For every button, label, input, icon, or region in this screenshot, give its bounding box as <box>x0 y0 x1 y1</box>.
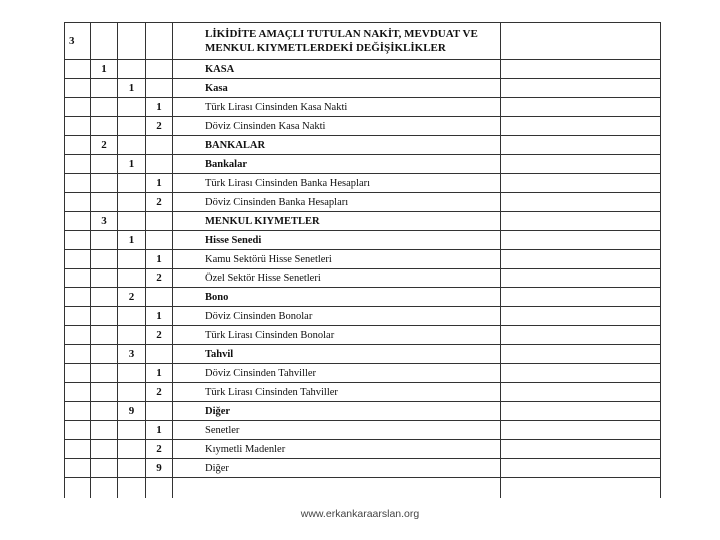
group-code <box>91 79 118 98</box>
subaccount-code: 1 <box>146 98 173 117</box>
footer-url: www.erkankaraarslan.org <box>300 508 420 520</box>
table-row <box>65 345 661 364</box>
subaccount-code <box>146 345 173 364</box>
account-code: 1 <box>118 79 146 98</box>
account-code <box>118 193 146 212</box>
empty-cell <box>501 459 661 478</box>
empty-cell <box>65 231 91 250</box>
empty-cell <box>501 421 661 440</box>
empty-cell <box>65 364 91 383</box>
empty-cell <box>501 383 661 402</box>
account-label: Döviz Cinsinden Banka Hesapları <box>173 193 501 212</box>
table-row <box>65 212 661 231</box>
subaccount-code: 2 <box>146 440 173 459</box>
account-code <box>118 421 146 440</box>
account-label: MENKUL KIYMETLER <box>173 212 501 231</box>
empty-cell <box>65 136 91 155</box>
table-row <box>65 231 661 250</box>
table-row <box>65 383 661 402</box>
table-continuation <box>65 478 661 499</box>
subaccount-code: 1 <box>146 250 173 269</box>
empty-cell <box>501 440 661 459</box>
account-label: Bono <box>173 288 501 307</box>
group-code: 1 <box>91 60 118 79</box>
table-row <box>65 326 661 345</box>
subaccount-code: 1 <box>146 307 173 326</box>
account-code <box>118 98 146 117</box>
empty-cell <box>65 174 91 193</box>
account-label: Kamu Sektörü Hisse Senetleri <box>173 250 501 269</box>
group-code <box>91 269 118 288</box>
table-row <box>65 136 661 155</box>
empty-cell <box>501 174 661 193</box>
group-code <box>91 307 118 326</box>
table-title-row <box>65 23 661 60</box>
table-row <box>65 402 661 421</box>
empty-cell <box>501 212 661 231</box>
account-code <box>118 174 146 193</box>
account-code <box>118 364 146 383</box>
account-code <box>118 117 146 136</box>
account-code: 2 <box>118 288 146 307</box>
subaccount-code <box>146 288 173 307</box>
group-code <box>91 326 118 345</box>
subaccount-code: 2 <box>146 269 173 288</box>
account-code <box>118 307 146 326</box>
table-row <box>65 60 661 79</box>
subaccount-code: 1 <box>146 364 173 383</box>
account-label: Diğer <box>173 459 501 478</box>
table-row <box>65 117 661 136</box>
account-code <box>118 440 146 459</box>
empty-cell <box>65 117 91 136</box>
subaccount-code: 2 <box>146 326 173 345</box>
account-label: Türk Lirası Cinsinden Banka Hesapları <box>173 174 501 193</box>
account-label: Döviz Cinsinden Bonolar <box>173 307 501 326</box>
table-row <box>65 307 661 326</box>
account-label: Bankalar <box>173 155 501 174</box>
account-code <box>118 383 146 402</box>
account-code <box>118 459 146 478</box>
group-code <box>91 288 118 307</box>
empty-cell <box>65 459 91 478</box>
group-code <box>91 364 118 383</box>
account-label: Senetler <box>173 421 501 440</box>
subaccount-code: 1 <box>146 174 173 193</box>
empty-cell <box>65 402 91 421</box>
table-title: LİKİDİTE AMAÇLI TUTULAN NAKİT, MEVDUAT VE MENKUL KIYMETLERDEKİ DEĞİŞİKLİKLER <box>173 23 501 60</box>
account-label: Kasa <box>173 79 501 98</box>
empty-cell <box>65 98 91 117</box>
table-row <box>65 421 661 440</box>
account-label: Döviz Cinsinden Tahviller <box>173 364 501 383</box>
account-label: Türk Lirası Cinsinden Tahviller <box>173 383 501 402</box>
group-code: 2 <box>91 136 118 155</box>
empty-cell <box>65 60 91 79</box>
table-row <box>65 269 661 288</box>
table-row <box>65 288 661 307</box>
account-label: Tahvil <box>173 345 501 364</box>
subaccount-code <box>146 212 173 231</box>
group-code <box>91 117 118 136</box>
account-code: 3 <box>118 345 146 364</box>
subaccount-code <box>146 60 173 79</box>
group-code <box>91 402 118 421</box>
empty-cell <box>65 421 91 440</box>
empty-cell <box>501 402 661 421</box>
empty-cell <box>501 326 661 345</box>
empty-cell <box>65 345 91 364</box>
group-code <box>91 440 118 459</box>
empty-cell <box>501 288 661 307</box>
empty-cell <box>501 79 661 98</box>
title-code: 3 <box>65 23 91 60</box>
account-label: BANKALAR <box>173 136 501 155</box>
subaccount-code <box>146 231 173 250</box>
group-code <box>91 459 118 478</box>
group-code <box>91 193 118 212</box>
table-row <box>65 459 661 478</box>
account-label: KASA <box>173 60 501 79</box>
empty-cell <box>501 269 661 288</box>
empty-cell <box>65 307 91 326</box>
empty-cell <box>65 440 91 459</box>
table-row <box>65 250 661 269</box>
subaccount-code: 2 <box>146 193 173 212</box>
subaccount-code <box>146 402 173 421</box>
account-label: Kıymetli Madenler <box>173 440 501 459</box>
group-code <box>91 98 118 117</box>
empty-cell <box>65 269 91 288</box>
group-code <box>91 345 118 364</box>
account-label: Türk Lirası Cinsinden Kasa Nakti <box>173 98 501 117</box>
account-code: 9 <box>118 402 146 421</box>
group-code <box>91 421 118 440</box>
empty-cell <box>65 212 91 231</box>
subaccount-code: 2 <box>146 383 173 402</box>
empty-cell <box>501 117 661 136</box>
account-label: Türk Lirası Cinsinden Bonolar <box>173 326 501 345</box>
table-row <box>65 174 661 193</box>
account-code <box>118 136 146 155</box>
group-code: 3 <box>91 212 118 231</box>
subaccount-code: 1 <box>146 421 173 440</box>
group-code <box>91 174 118 193</box>
empty-cell <box>65 79 91 98</box>
account-code <box>118 60 146 79</box>
group-code <box>91 383 118 402</box>
table-row <box>65 440 661 459</box>
table-row <box>65 193 661 212</box>
empty-cell <box>501 60 661 79</box>
empty-cell <box>65 155 91 174</box>
table-row <box>65 364 661 383</box>
account-code <box>118 326 146 345</box>
empty-cell <box>501 231 661 250</box>
empty-cell <box>501 98 661 117</box>
account-label: Diğer <box>173 402 501 421</box>
empty-cell <box>501 307 661 326</box>
account-label: Döviz Cinsinden Kasa Nakti <box>173 117 501 136</box>
group-code <box>91 155 118 174</box>
empty-cell <box>501 136 661 155</box>
account-code <box>118 250 146 269</box>
subaccount-code <box>146 155 173 174</box>
empty-cell <box>501 364 661 383</box>
table-row <box>65 98 661 117</box>
group-code <box>91 231 118 250</box>
table-row <box>65 155 661 174</box>
empty-cell <box>65 383 91 402</box>
table-row <box>65 79 661 98</box>
subaccount-code: 2 <box>146 117 173 136</box>
group-code <box>91 250 118 269</box>
empty-cell <box>65 193 91 212</box>
account-label: Özel Sektör Hisse Senetleri <box>173 269 501 288</box>
empty-cell <box>65 326 91 345</box>
account-code: 1 <box>118 155 146 174</box>
account-code: 1 <box>118 231 146 250</box>
subaccount-code <box>146 79 173 98</box>
account-code <box>118 269 146 288</box>
empty-cell <box>501 193 661 212</box>
empty-cell <box>501 155 661 174</box>
empty-cell <box>65 250 91 269</box>
empty-cell <box>65 288 91 307</box>
subaccount-code: 9 <box>146 459 173 478</box>
subaccount-code <box>146 136 173 155</box>
account-code-table <box>64 22 661 498</box>
account-label: Hisse Senedi <box>173 231 501 250</box>
account-code <box>118 212 146 231</box>
empty-cell <box>501 250 661 269</box>
empty-cell <box>501 345 661 364</box>
